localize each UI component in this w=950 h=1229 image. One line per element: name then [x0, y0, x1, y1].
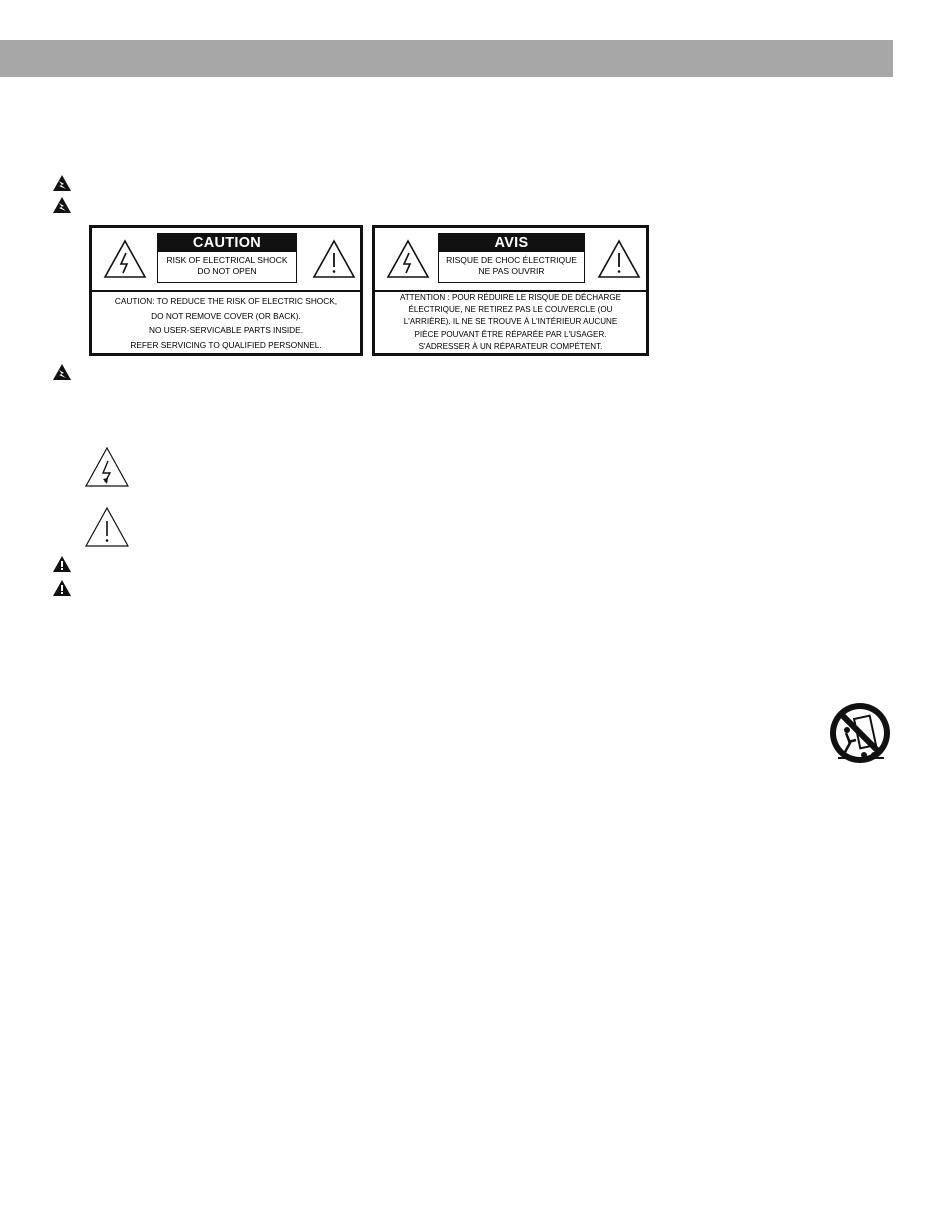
- lightning-triangle-icon: [84, 446, 130, 488]
- warning-bullet-icon: [53, 197, 71, 213]
- caution-label: [89, 225, 363, 356]
- avis-body-line: ATTENTION : POUR RÉDUIRE LE RISQUE DE DÉCHARGE: [399, 293, 622, 302]
- header-bar: [0, 40, 893, 77]
- lightning-triangle-icon: [103, 239, 147, 279]
- exclamation-triangle-icon: [84, 506, 130, 548]
- avis-subtitle-1: RISQUE DE CHOC ÉLECTRIQUE: [446, 255, 577, 265]
- avis-body-line: L'ARRIÈRE). IL NE SE TROUVE À L'INTÉRIEUR AUCUNE: [403, 317, 618, 327]
- caution-body-line: REFER SERVICING TO QUALIFIED PERSONNEL.: [130, 339, 322, 350]
- avis-subtitle-2: NE PAS OUVRIR: [478, 266, 545, 276]
- caution-body: [96, 294, 356, 352]
- avis-label-header: [375, 228, 646, 292]
- caution-body-line: CAUTION: TO REDUCE THE RISK OF ELECTRIC SHOCK,: [114, 296, 338, 306]
- avis-label: [372, 225, 649, 356]
- avis-body-line: ÉLECTRIQUE, NE RETIREZ PAS LE COUVERCLE (OU: [408, 305, 613, 315]
- warning-bullet-icon: [53, 364, 71, 380]
- avis-body-line: S'ADRESSER À UN RÉPARATEUR COMPÉTENT.: [418, 341, 603, 351]
- caution-body-line: DO NOT REMOVE COVER (OR BACK).: [151, 310, 301, 321]
- avis-body: [379, 292, 642, 353]
- exclamation-triangle-icon: [597, 239, 641, 279]
- caution-body-line: NO USER-SERVICABLE PARTS INSIDE.: [149, 325, 303, 335]
- caution-bullet-icon: [53, 556, 71, 572]
- caution-label-header: [92, 228, 360, 292]
- no-tip-cart-icon: [826, 700, 894, 768]
- exclamation-triangle-icon: [312, 239, 356, 279]
- caution-title: CAUTION: [158, 234, 296, 252]
- caution-title-box: [157, 233, 297, 283]
- avis-body-line: PIÈCE POUVANT ÊTRE RÉPARÉE PAR L'USAGER.: [414, 329, 607, 339]
- caution-subtitle-1: RISK OF ELECTRICAL SHOCK: [166, 255, 288, 265]
- lightning-triangle-icon: [386, 239, 430, 279]
- avis-title: AVIS: [439, 234, 584, 252]
- caution-bullet-icon: [53, 580, 71, 596]
- warning-bullet-icon: [53, 175, 71, 191]
- caution-subtitle-2: DO NOT OPEN: [197, 266, 257, 276]
- avis-title-box: [438, 233, 585, 283]
